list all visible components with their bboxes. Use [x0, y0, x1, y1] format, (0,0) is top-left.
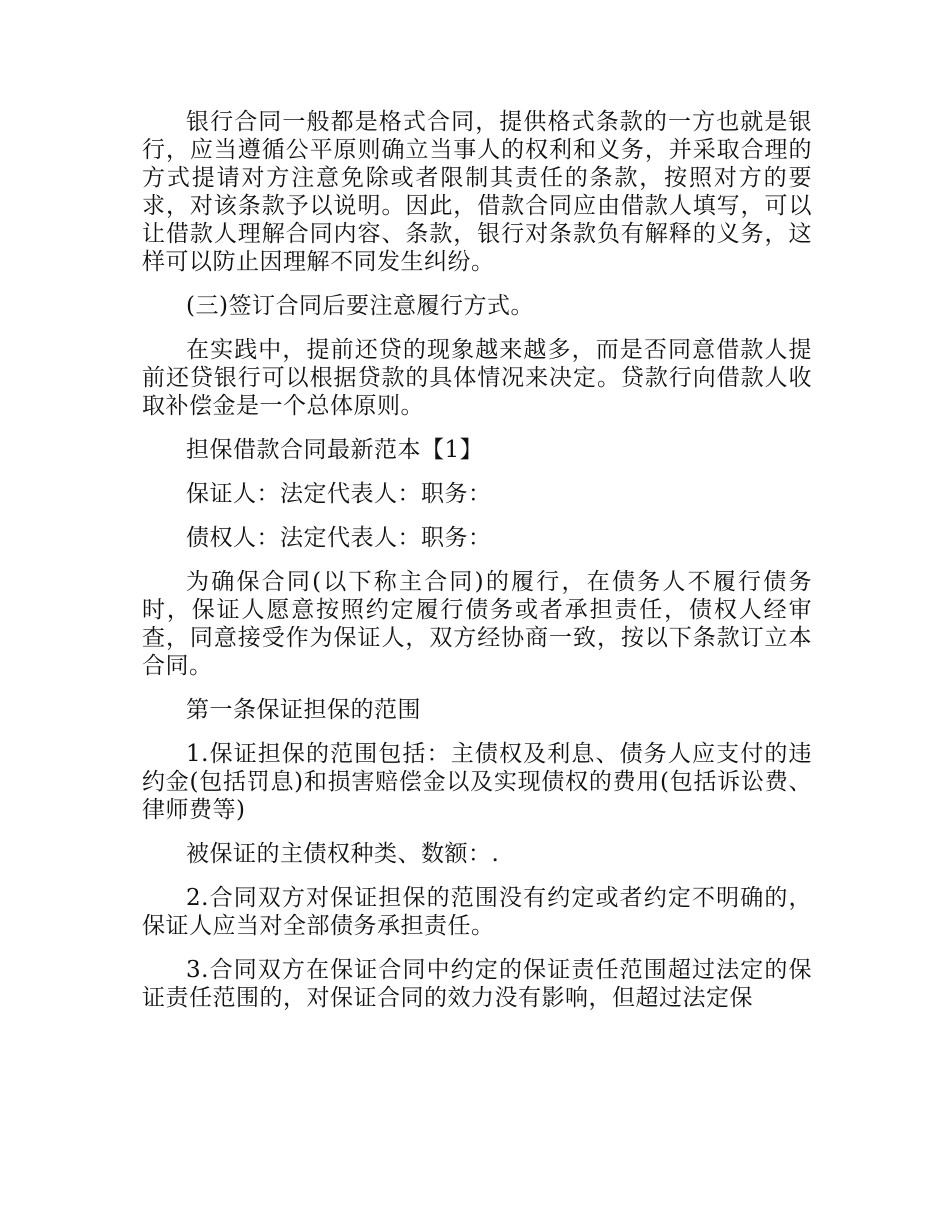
paragraph-early-repayment: 在实践中，提前还贷的现象越来越多，而是否同意借款人提前还贷银行可以根据贷款的具体情况来决定。贷款行向借款人收取补偿金是一个总体原则。	[142, 337, 812, 419]
paragraph-creditor-line: 债权人：法定代表人：职务：	[186, 525, 492, 551]
paragraph-clause-1: 1.保证担保的范围包括：主债权及利息、债务人应支付的违约金(包括罚息)和损害赔偿金以及实现债权的费用(包括诉讼费、律师费等)	[142, 741, 812, 823]
paragraph-bank-contract: 银行合同一般都是格式合同，提供格式条款的一方也就是银行，应当遵循公平原则确立当事人的权利和义务，并采取合理的方式提请对方注意免除或者限制其责任的条款，按照对方的要求，对该条款予以说明。因此，借款合同应由借款人填写，可以让借款人理解合同内容、条款，银行对条款负有解释的义务，这样可以防止因理解不同发生纠纷。	[142, 109, 812, 275]
paragraph-article-one-heading: 第一条保证担保的范围	[186, 697, 421, 723]
document-body	[142, 108, 812, 1028]
paragraph-performance-heading: (三)签订合同后要注意履行方式。	[186, 293, 534, 319]
paragraph-clause-3: 3.合同双方在保证合同中约定的保证责任范围超过法定的保证责任范围的，对保证合同的效力没有影响，但超过法定保	[142, 957, 812, 1011]
paragraph-secured-claim: 被保证的主债权种类、数额：.	[186, 841, 500, 867]
paragraph-preamble: 为确保合同(以下称主合同)的履行，在债务人不履行债务时，保证人愿意按照约定履行债务或者承担责任，债权人经审查，同意接受作为保证人，双方经协商一致，按以下条款订立本合同。	[142, 569, 812, 679]
paragraph-template-title: 担保借款合同最新范本【1】	[186, 437, 484, 463]
paragraph-clause-2: 2.合同双方对保证担保的范围没有约定或者约定不明确的，保证人应当对全部债务承担责任。	[142, 885, 812, 939]
paragraph-guarantor-line: 保证人：法定代表人：职务：	[186, 481, 492, 507]
